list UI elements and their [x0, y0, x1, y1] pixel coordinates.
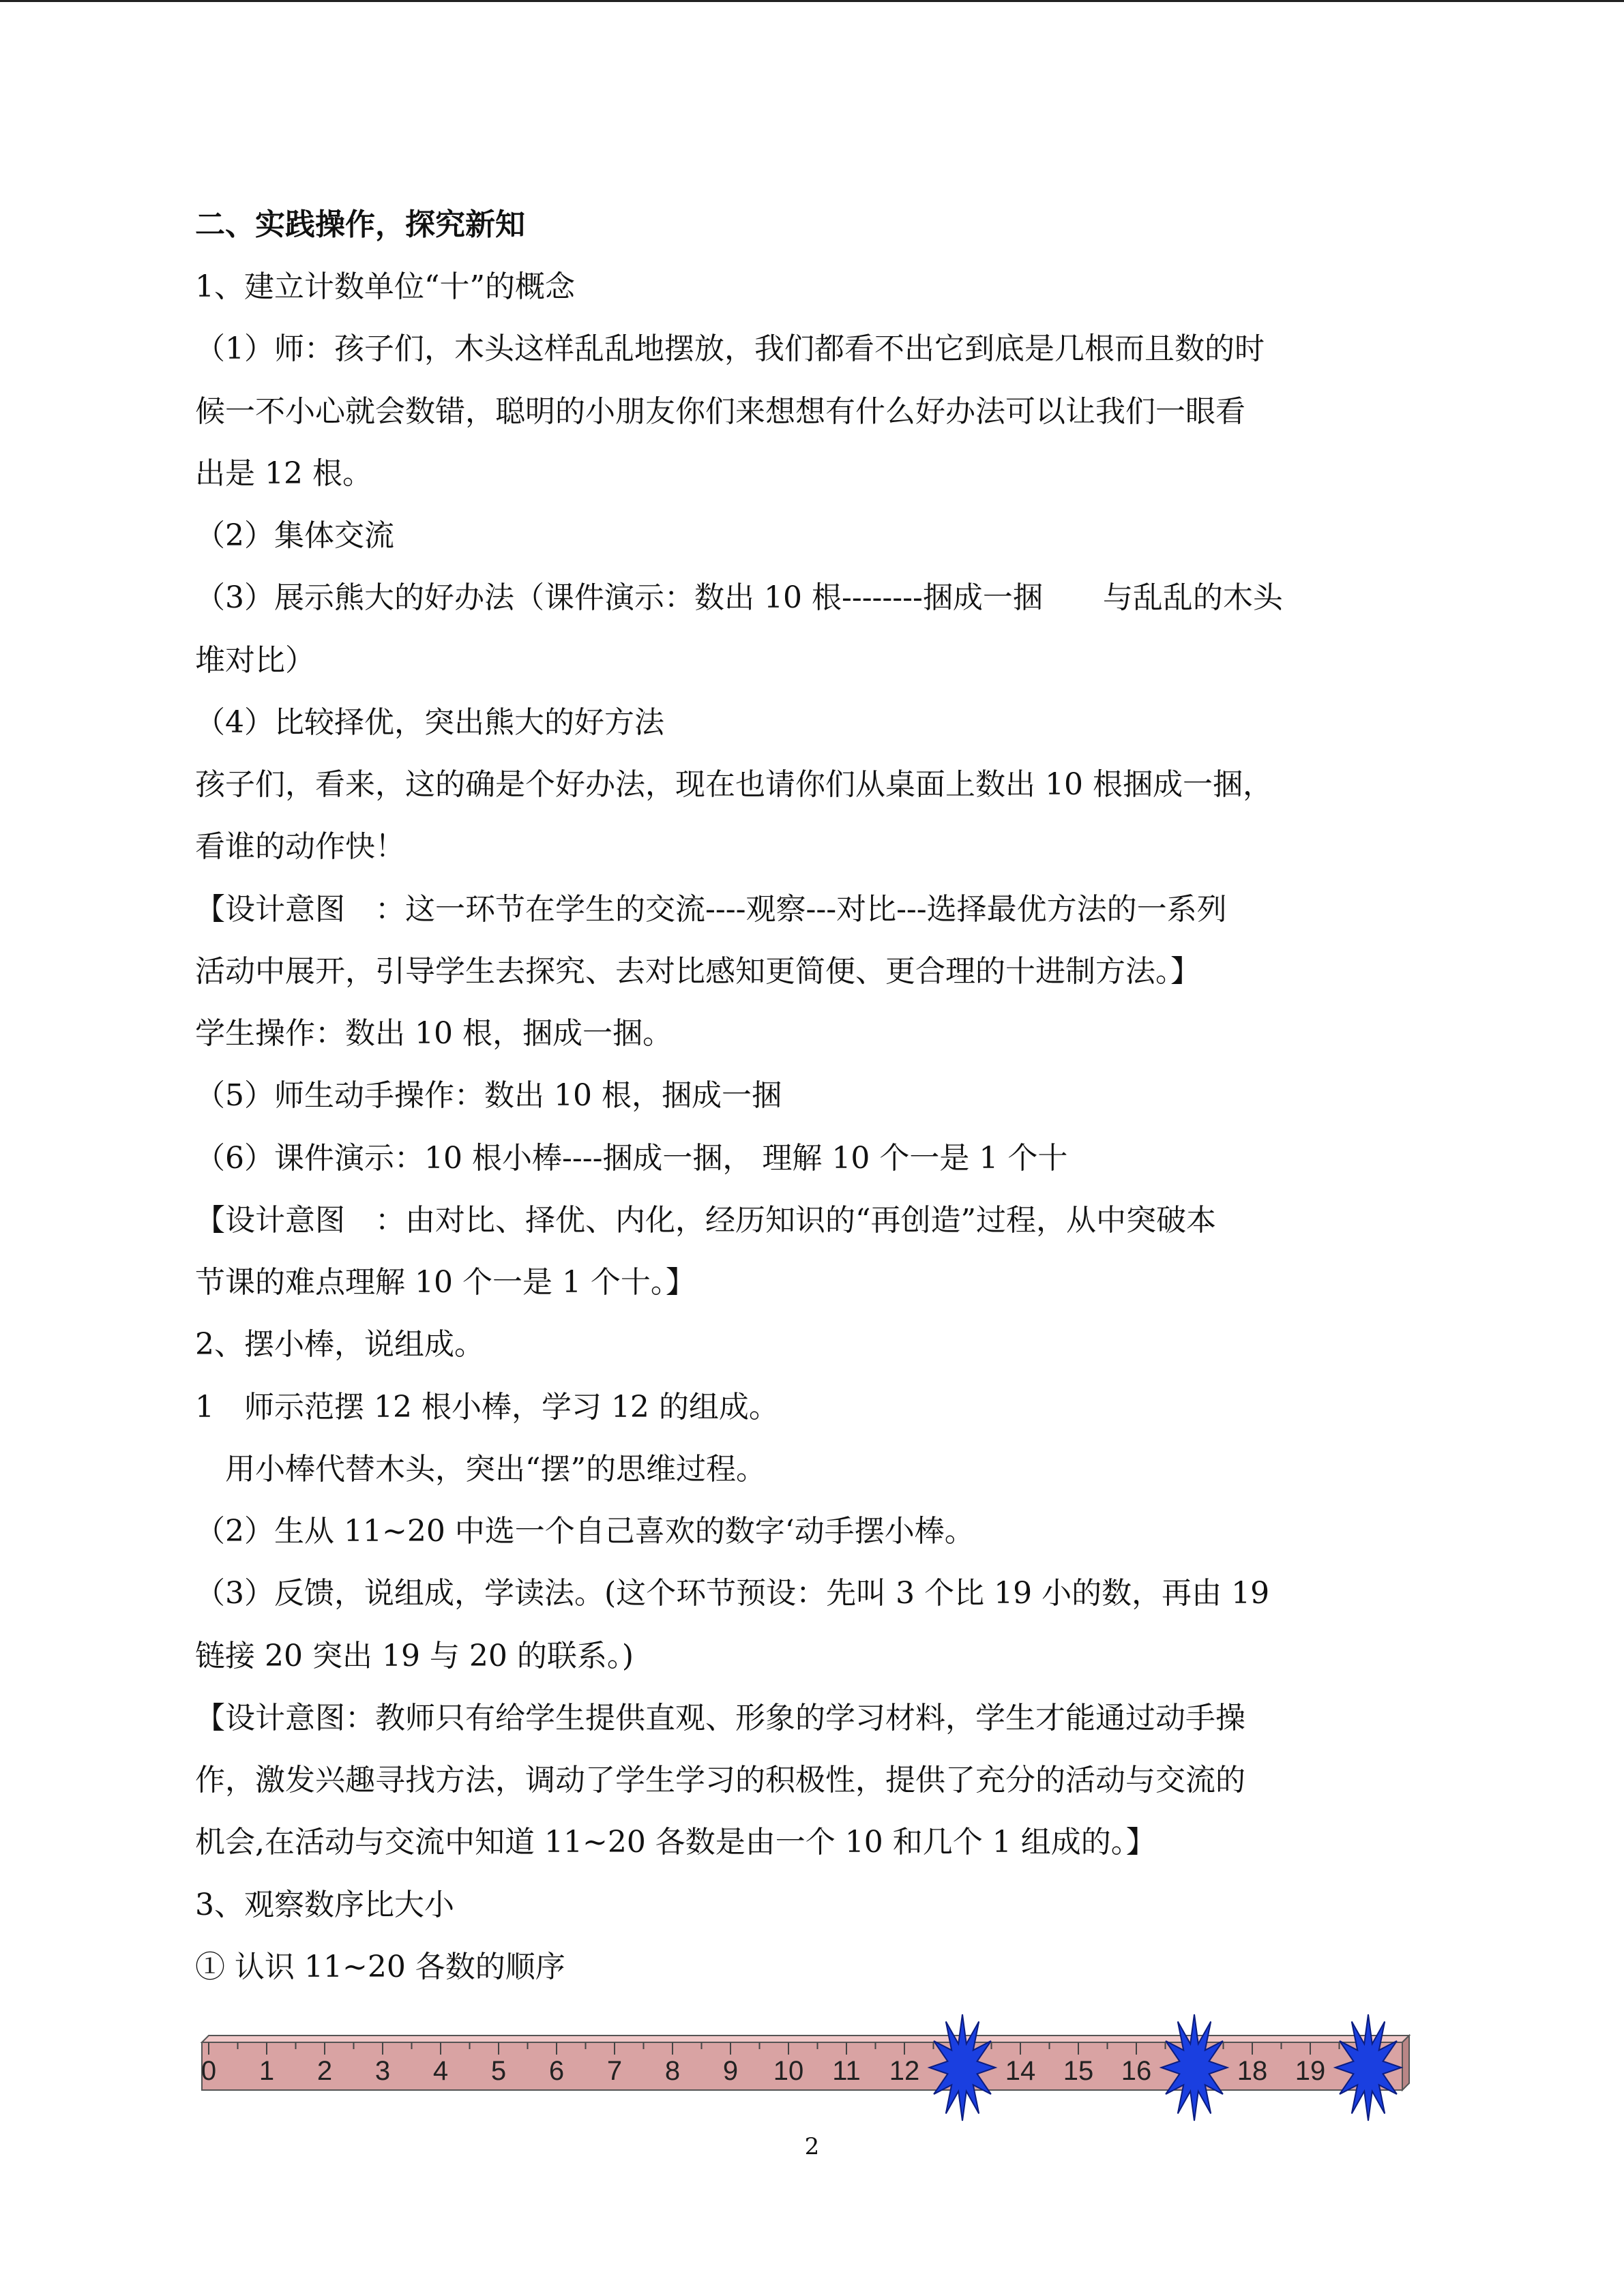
ruler-label: 10: [773, 2056, 804, 2086]
ruler-label: 15: [1063, 2056, 1094, 2086]
subheading-sticks: 2、摆小棒，说组成。: [195, 1327, 484, 1362]
paragraph-line: 候一不小心就会数错，聪明的小朋友你们来想想有什么好办法可以让我们一眼看: [195, 394, 1245, 429]
subheading-number-order: 3、观察数序比大小: [195, 1888, 454, 1922]
page-number: 2: [804, 2133, 820, 2160]
design-intent-line: 节课的难点理解 10 个一是 1 个十。】: [195, 1265, 696, 1300]
ruler-label: 5: [490, 2056, 507, 2086]
paragraph-line: （5）师生动手操作：数出 10 根，捆成一捆: [195, 1078, 782, 1113]
ruler-graphic: [195, 2012, 1430, 2141]
ruler-label: 7: [606, 2056, 623, 2086]
paragraph-line: 堆对比）: [195, 643, 315, 678]
ruler-label: 12: [889, 2056, 920, 2086]
ruler-side-face: [1402, 2036, 1409, 2090]
ruler-label: 3: [374, 2056, 391, 2086]
ruler-label: 9: [722, 2056, 739, 2086]
paragraph-line: （3）反馈，说组成，学读法。(这个环节预设：先叫 3 个比 19 小的数，再由 19: [195, 1576, 1270, 1611]
design-intent-line: 【设计意图 ：由对比、择优、内化，经历知识的“再创造”过程，从中突破本: [195, 1203, 1216, 1238]
paragraph-line: （4）比较择优，突出熊大的好方法: [195, 705, 664, 740]
ruler-label: 19: [1295, 2056, 1326, 2086]
number-ruler: [195, 2012, 1430, 2141]
section-heading: 二、实践操作，探究新知: [195, 207, 525, 242]
paragraph-line: ① 认识 11~20 各数的顺序: [195, 1950, 565, 1984]
paragraph-line: （6）课件演示：10 根小棒----捆成一捆， 理解 10 个一是 1 个十: [195, 1141, 1068, 1176]
paragraph-line: 1 师示范摆 12 根小棒，学习 12 的组成。: [195, 1390, 779, 1425]
hidden-number-star: [1335, 2014, 1402, 2121]
ruler-label: 14: [1005, 2056, 1036, 2086]
paragraph-line: （2）集体交流: [195, 518, 394, 553]
page-top-rule: [0, 0, 1624, 2]
paragraph-line: （1）师：孩子们，木头这样乱乱地摆放，我们都看不出它到底是几根而且数的时: [195, 331, 1265, 366]
design-intent-line: 活动中展开，引导学生去探究、去对比感知更简便、更合理的十进制方法。】: [195, 954, 1200, 989]
ruler-label: 0: [201, 2056, 217, 2086]
ruler-label: 16: [1121, 2056, 1152, 2086]
ruler-label: 8: [664, 2056, 681, 2086]
paragraph-line: （3）展示熊大的好办法（课件演示：数出 10 根--------捆成一捆 与乱乱的木头: [195, 580, 1283, 615]
paragraph-line: 看谁的动作快！: [195, 829, 405, 864]
design-intent-line: 机会,在活动与交流中知道 11~20 各数是由一个 10 和几个 1 组成的。】: [195, 1825, 1156, 1860]
subheading-counting-unit: 1、建立计数单位“十”的概念: [195, 269, 575, 304]
ruler-label: 1: [259, 2056, 275, 2086]
paragraph-line: 用小棒代替木头，突出“摆”的思维过程。: [195, 1452, 766, 1487]
design-intent-line: 作，激发兴趣寻找方法，调动了学生学习的积极性，提供了充分的活动与交流的: [195, 1763, 1245, 1798]
hidden-number-star: [930, 2014, 996, 2121]
hidden-number-star: [1162, 2014, 1228, 2121]
ruler-label: 4: [432, 2056, 449, 2086]
paragraph-line: 孩子们，看来，这的确是个好办法，现在也请你们从桌面上数出 10 根捆成一捆，: [195, 767, 1273, 802]
paragraph-line: 出是 12 根。: [195, 456, 372, 491]
ruler-label: 18: [1237, 2056, 1268, 2086]
paragraph-line: （2）生从 11~20 中选一个自己喜欢的数字‘动手摆小棒。: [195, 1514, 975, 1549]
ruler-label: 11: [832, 2056, 861, 2086]
paragraph-line: 链接 20 突出 19 与 20 的联系。): [195, 1639, 634, 1673]
ruler-label: 6: [548, 2056, 565, 2086]
design-intent-line: 【设计意图 ：这一环节在学生的交流----观察---对比---选择最优方法的一系列: [195, 892, 1227, 927]
design-intent-line: 【设计意图：教师只有给学生提供直观、形象的学习材料，学生才能通过动手操: [195, 1701, 1245, 1735]
ruler-top-face: [202, 2036, 1409, 2042]
paragraph-line: 学生操作：数出 10 根，捆成一捆。: [195, 1016, 673, 1051]
ruler-label: 2: [316, 2056, 333, 2086]
